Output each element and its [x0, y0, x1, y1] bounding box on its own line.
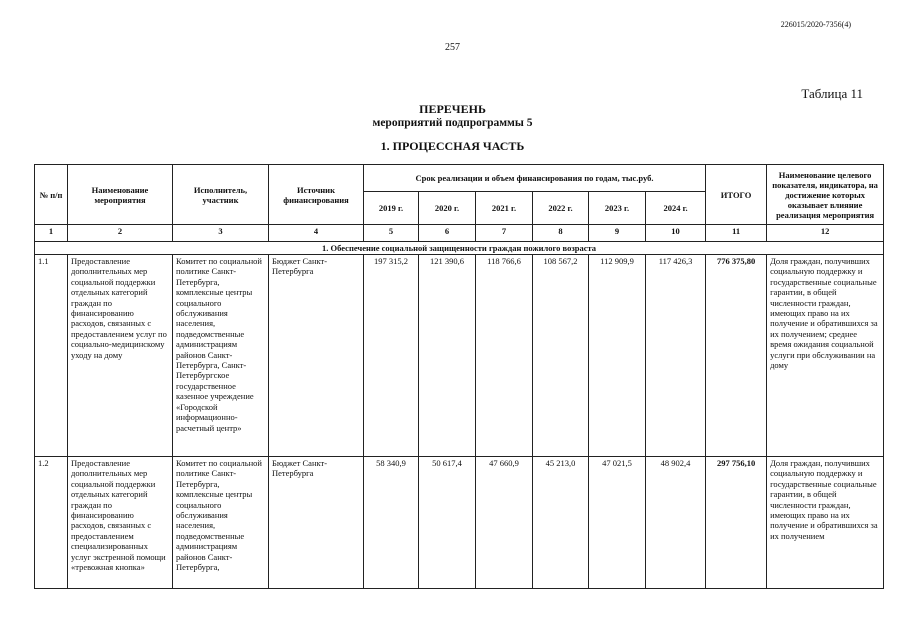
- header-year: 2023 г.: [589, 192, 646, 225]
- row-total: 776 375,80: [706, 255, 767, 457]
- measures-table: [34, 164, 884, 589]
- row-indicator: Доля граждан, получивших социальную поддержку и государственные социальные гарантии, в общей численности граждан, имеющих право на их получение и обратившихся за их получением: [767, 457, 884, 589]
- table-row: [35, 255, 884, 457]
- column-number: 6: [419, 225, 476, 242]
- column-number: 3: [173, 225, 269, 242]
- column-number: 4: [269, 225, 364, 242]
- page-number: 257: [445, 42, 460, 53]
- header-executor: Исполнитель, участник: [173, 165, 269, 225]
- header-total: ИТОГО: [706, 165, 767, 225]
- row-value-2021: 47 660,9: [476, 457, 533, 589]
- row-num: 1.1: [35, 255, 68, 457]
- column-number-row: [35, 225, 884, 242]
- header-num: № п/п: [35, 165, 68, 225]
- table-label: Таблица 11: [801, 86, 863, 101]
- column-number: 8: [533, 225, 589, 242]
- header-period: Срок реализации и объем финансирования по годам, тыс.руб.: [364, 165, 706, 192]
- header-source: Источник финансирования: [269, 165, 364, 225]
- row-name: Предоставление дополнительных мер социальной поддержки отдельных категорий граждан по финансированию расходов, связанных с предоставлением специализированных услуг экстренной помощи «тревожная кнопка»: [68, 457, 173, 589]
- header-year: 2022 г.: [533, 192, 589, 225]
- row-executor: Комитет по социальной политике Санкт-Петербурга, комплексные центры социального обслуживания населения, подведомственные администрациям районов Санкт-Петербурга, Санкт-Петербургское государственное казенное учреждение «Городской информационно-расчетный центр»: [173, 255, 269, 457]
- column-number: 9: [589, 225, 646, 242]
- header-row: [35, 165, 884, 192]
- header-year: 2021 г.: [476, 192, 533, 225]
- column-number: 7: [476, 225, 533, 242]
- row-value-2019: 58 340,9: [364, 457, 419, 589]
- column-number: 1: [35, 225, 68, 242]
- column-number: 5: [364, 225, 419, 242]
- section-part-title: 1. ПРОЦЕССНАЯ ЧАСТЬ: [380, 139, 525, 153]
- title-heading: ПЕРЕЧЕНЬ: [419, 102, 486, 116]
- row-source: Бюджет Санкт-Петербурга: [269, 457, 364, 589]
- section-title: 1. Обеспечение социальной защищенности граждан пожилого возраста: [35, 242, 884, 255]
- section-row: [35, 242, 884, 255]
- row-value-2024: 48 902,4: [646, 457, 706, 589]
- column-number: 10: [646, 225, 706, 242]
- row-value-2023: 112 909,9: [589, 255, 646, 457]
- row-num: 1.2: [35, 457, 68, 589]
- header-year: 2024 г.: [646, 192, 706, 225]
- column-number: 12: [767, 225, 884, 242]
- column-number: 11: [706, 225, 767, 242]
- row-executor: Комитет по социальной политике Санкт-Петербурга, комплексные центры социального обслуживания населения, подведомственные администрациям районов Санкт-Петербурга,: [173, 457, 269, 589]
- column-number: 2: [68, 225, 173, 242]
- row-total: 297 756,10: [706, 457, 767, 589]
- row-value-2023: 47 021,5: [589, 457, 646, 589]
- table-row: [35, 457, 884, 589]
- header-year: 2019 г.: [364, 192, 419, 225]
- row-value-2020: 121 390,6: [419, 255, 476, 457]
- row-value-2020: 50 617,4: [419, 457, 476, 589]
- row-name: Предоставление дополнительных мер социальной поддержки отдельных категорий граждан по финансированию расходов, связанных с предоставлением услуг по социально-медицинскому уходу на дому: [68, 255, 173, 457]
- row-value-2024: 117 426,3: [646, 255, 706, 457]
- document-id: 226015/2020-7356(4): [780, 20, 851, 29]
- title-subheading: мероприятий подпрограммы 5: [372, 117, 533, 129]
- row-value-2019: 197 315,2: [364, 255, 419, 457]
- header-name: Наименование мероприятия: [68, 165, 173, 225]
- title-block: [0, 102, 905, 154]
- header-year: 2020 г.: [419, 192, 476, 225]
- row-value-2022: 45 213,0: [533, 457, 589, 589]
- row-value-2021: 118 766,6: [476, 255, 533, 457]
- row-value-2022: 108 567,2: [533, 255, 589, 457]
- header-indicator: Наименование целевого показателя, индикатора, на достижение которых оказывает влияние реализация мероприятия: [767, 165, 884, 225]
- row-source: Бюджет Санкт-Петербурга: [269, 255, 364, 457]
- row-indicator: Доля граждан, получивших социальную поддержку и государственные социальные гарантии, в общей численности граждан, имеющих право на их получение и обратившихся за их получением; среднее время ожидания социальной услуги при обслуживании на дому: [767, 255, 884, 457]
